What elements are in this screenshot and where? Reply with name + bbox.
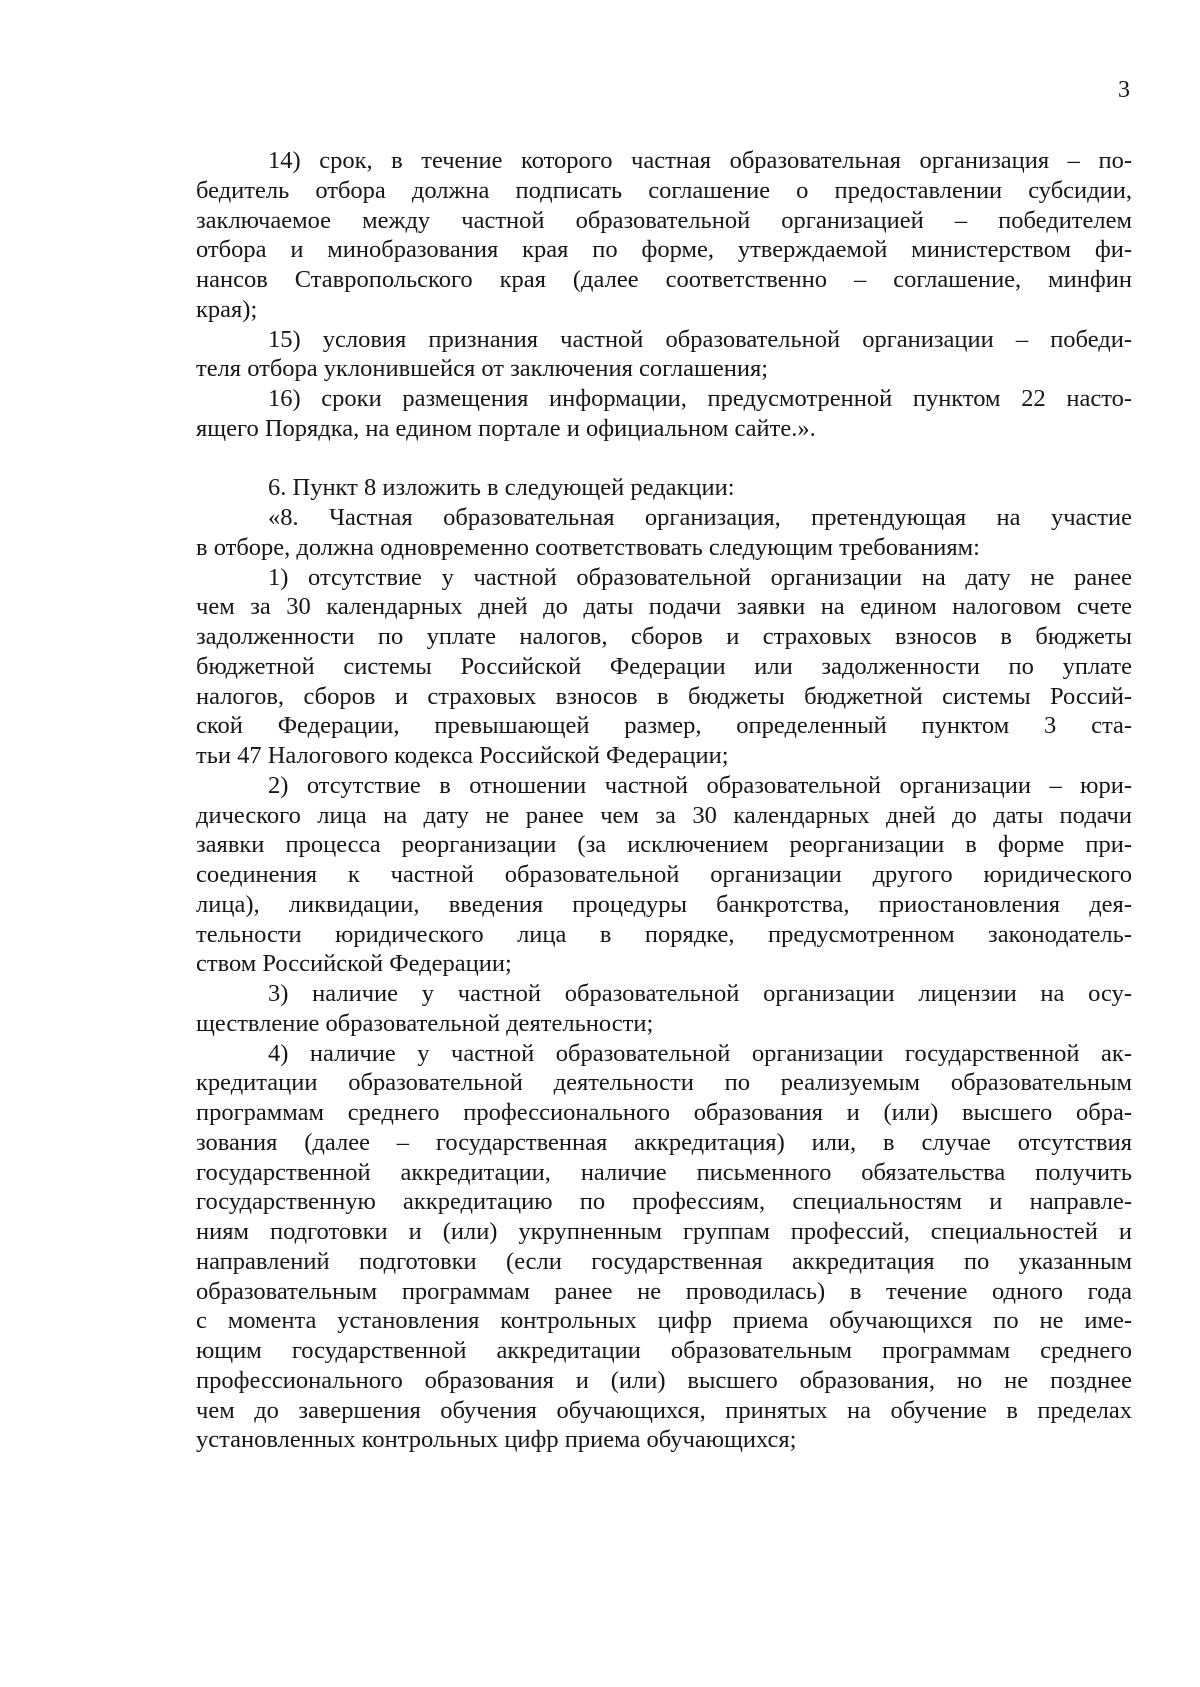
page-number: 3 [1118,77,1130,103]
text-line: 1) отсутствие у частной образовательной организации на дату не ранее [268,563,1132,591]
text-line: 2) отсутствие в отношении частной образовательной организации – юри- [268,771,1132,799]
text-line: направлений подготовки (если государственная аккредитация по указанным [196,1247,1132,1275]
text-line: чем до завершения обучения обучающихся, принятых на обучение в пределах [196,1396,1132,1424]
text-line: 6. Пункт 8 изложить в следующей редакции: [268,474,735,502]
text-line: бюджетной системы Российской Федерации или задолженности по уплате [196,652,1132,680]
text-line: 4) наличие у частной образовательной организации государственной ак- [268,1039,1132,1067]
text-line: «8. Частная образовательная организация, претендующая на участие [268,504,1132,531]
text-line: ниям подготовки и (или) укрупненным группам профессий, специальностей и [196,1218,1132,1245]
text-line: заявки процесса реорганизации (за исключением реорганизации в форме при- [196,831,1132,859]
text-line: с момента установления контрольных цифр приема обучающихся по не име- [196,1307,1132,1335]
text-line: лица), ликвидации, введения процедуры банкротства, приостановления дея- [196,890,1132,918]
text-line: 3) наличие у частной образовательной организации лицензии на осу- [268,980,1132,1007]
text-line: налогов, сборов и страховых взносов в бюджеты бюджетной системы Россий- [196,682,1132,710]
text-line: 14) срок, в течение которого частная образовательная организация – по- [268,147,1132,174]
text-line: в отборе, должна одновременно соответствовать следующим требованиям: [196,533,980,561]
text-line: 15) условия признания частной образовательной организации – победи- [268,325,1132,353]
text-line: программам среднего профессионального образования и (или) высшего обра- [196,1099,1132,1126]
text-line: заключаемое между частной образовательной организацией – победителем [196,206,1132,234]
text-line: соединения к частной образовательной организации другого юридического [196,861,1132,888]
text-line: государственную аккредитацию по профессиям, специальностям и направле- [196,1188,1132,1216]
text-line: государственной аккредитации, наличие письменного обязательства получить [196,1158,1132,1186]
text-line: ящего Порядка, на едином портале и официальном сайте.». [196,414,816,442]
text-line: образовательным программам ранее не проводилась) в течение одного года [196,1277,1132,1305]
text-line: тьи 47 Налогового кодекса Российской Федерации; [196,742,729,769]
text-line: теля отбора уклонившейся от заключения соглашения; [196,355,769,383]
text-line: задолженности по уплате налогов, сборов и страховых взносов в бюджеты [196,623,1132,650]
text-line: чем за 30 календарных дней до даты подачи заявки на едином налоговом счете [196,593,1132,621]
text-line: края); [196,295,258,323]
text-line: нансов Ставропольского края (далее соответственно – соглашение, минфин [196,266,1132,293]
text-line: кредитации образовательной деятельности по реализуемым образовательным [196,1069,1132,1097]
text-line: 16) сроки размещения информации, предусмотренной пунктом 22 насто- [268,385,1132,412]
text-line: дического лица на дату не ранее чем за 30 календарных дней до даты подачи [196,801,1132,829]
text-line: тельности юридического лица в порядке, предусмотренном законодатель- [196,920,1132,948]
text-line: ющим государственной аккредитации образовательным программам среднего [196,1337,1132,1364]
text-line: бедитель отбора должна подписать соглашение о предоставлении субсидии, [196,176,1132,204]
text-line: ством Российской Федерации; [196,950,512,978]
text-line: установленных контрольных цифр приема обучающихся; [196,1426,797,1454]
text-line: зования (далее – государственная аккредитация) или, в случае отсутствия [196,1128,1132,1156]
text-line: профессионального образования и (или) высшего образования, но не позднее [196,1366,1132,1394]
text-line: ской Федерации, превышающей размер, определенный пунктом 3 ста- [196,712,1132,740]
text-line: ществление образовательной деятельности; [196,1009,654,1037]
document-body [196,146,1132,1455]
text-line: отбора и минобразования края по форме, утверждаемой министерством фи- [196,236,1132,264]
paragraph-spacer [196,444,1132,474]
